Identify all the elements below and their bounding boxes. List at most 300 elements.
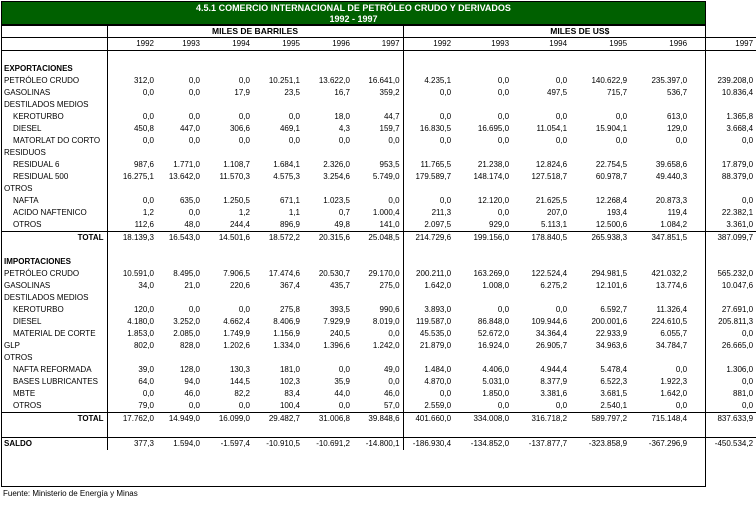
empty-cell bbox=[403, 147, 454, 159]
value-cell: 0,0 bbox=[555, 305, 568, 314]
table-row bbox=[1, 219, 756, 232]
value-cell: 715.148,4 bbox=[630, 413, 690, 426]
value-cell: 48,0 bbox=[184, 220, 200, 229]
spacer-cell bbox=[1, 51, 107, 64]
value-cell: 57,0 bbox=[353, 400, 403, 413]
empty-cell bbox=[253, 244, 303, 256]
value-cell: 46,0 bbox=[353, 388, 403, 400]
empty-cell bbox=[454, 99, 512, 111]
value-cell: 5.478,4 bbox=[600, 365, 628, 374]
table-row bbox=[1, 376, 756, 388]
empty-cell bbox=[630, 256, 690, 268]
row-label: DESTILADOS MEDIOS bbox=[1, 99, 107, 111]
year-header-barrels-1996: 1996 bbox=[303, 38, 353, 51]
row-label: MATERIAL DE CORTE bbox=[1, 328, 107, 340]
value-cell: 6.522,3 bbox=[600, 377, 628, 386]
empty-cell bbox=[157, 147, 203, 159]
year-header-usd-1997: 1997 bbox=[690, 38, 756, 51]
value-cell: 0,0 bbox=[741, 196, 754, 205]
empty-cell bbox=[630, 63, 690, 75]
row-label: OTROS bbox=[1, 183, 107, 195]
value-cell: 0,0 bbox=[555, 401, 568, 410]
value-cell: 1.108,7 bbox=[223, 160, 250, 169]
empty-cell bbox=[570, 183, 630, 195]
row-label: GLP bbox=[1, 340, 107, 352]
value-cell: 16.099,0 bbox=[203, 413, 253, 426]
value-cell: 4.870,0 bbox=[424, 377, 452, 386]
empty-cell bbox=[630, 183, 690, 195]
table-row bbox=[1, 195, 756, 207]
value-cell: 16.543,0 bbox=[157, 232, 203, 245]
value-cell: 200.001,6 bbox=[591, 317, 628, 326]
value-cell: 0,0 bbox=[741, 401, 754, 410]
data-table bbox=[1, 25, 756, 450]
value-cell: 1,2 bbox=[238, 208, 250, 217]
year-header-row bbox=[1, 38, 756, 51]
row-label: DIESEL bbox=[1, 316, 107, 328]
value-cell: 1.396,6 bbox=[323, 341, 350, 350]
row-label: RESIDUAL 500 bbox=[1, 171, 107, 183]
value-cell: 86.848,0 bbox=[477, 317, 510, 326]
empty-cell bbox=[454, 51, 512, 64]
value-cell: -134.852,0 bbox=[454, 438, 512, 451]
empty-cell bbox=[454, 147, 512, 159]
empty-cell bbox=[512, 425, 570, 438]
year-header-corner bbox=[1, 38, 107, 51]
empty-cell bbox=[353, 244, 403, 256]
year-header-barrels-1993: 1993 bbox=[157, 38, 203, 51]
value-cell: 39.658,6 bbox=[655, 160, 688, 169]
value-cell: -10.910,5 bbox=[253, 438, 303, 451]
value-cell: 144,5 bbox=[229, 377, 250, 386]
value-cell: -450.534,2 bbox=[690, 438, 756, 451]
empty-cell bbox=[690, 425, 756, 438]
value-cell: 1.684,1 bbox=[273, 160, 300, 169]
empty-cell bbox=[512, 352, 570, 364]
value-cell: 0,0 bbox=[555, 112, 568, 121]
empty-cell bbox=[353, 352, 403, 364]
value-cell: 224.610,5 bbox=[651, 317, 688, 326]
spacer-row bbox=[1, 51, 756, 64]
empty-cell bbox=[570, 244, 630, 256]
value-cell: 181,0 bbox=[279, 365, 300, 374]
empty-cell bbox=[512, 63, 570, 75]
empty-cell bbox=[690, 183, 756, 195]
empty-cell bbox=[630, 147, 690, 159]
empty-cell bbox=[690, 99, 756, 111]
value-cell: 4.235,1 bbox=[424, 76, 452, 85]
empty-cell bbox=[570, 292, 630, 304]
value-cell: 44,7 bbox=[353, 111, 403, 123]
value-cell: 1.334,0 bbox=[273, 341, 300, 350]
value-cell: 21.238,0 bbox=[477, 160, 510, 169]
value-cell: 1.771,0 bbox=[173, 160, 200, 169]
value-cell: 22.933,9 bbox=[595, 329, 628, 338]
row-label: PETRÓLEO CRUDO bbox=[1, 268, 107, 280]
empty-cell bbox=[253, 292, 303, 304]
value-cell: 0,0 bbox=[439, 112, 452, 121]
value-cell: 82,2 bbox=[234, 389, 250, 398]
empty-cell bbox=[203, 63, 253, 75]
year-header-usd-1993: 1993 bbox=[454, 38, 512, 51]
year-header-barrels-1997: 1997 bbox=[353, 38, 403, 51]
value-cell: 497,5 bbox=[547, 88, 568, 97]
empty-cell bbox=[512, 244, 570, 256]
empty-cell bbox=[353, 292, 403, 304]
value-cell: 128,0 bbox=[179, 365, 200, 374]
value-cell: 10.836,4 bbox=[721, 88, 754, 97]
source-note: Fuente: Ministerio de Energía y Minas bbox=[3, 489, 138, 498]
value-cell: 1.642,0 bbox=[424, 281, 452, 290]
value-cell: 401.660,0 bbox=[403, 413, 454, 426]
value-cell: 6.275,2 bbox=[540, 281, 568, 290]
empty-cell bbox=[157, 244, 203, 256]
empty-cell bbox=[107, 63, 157, 75]
value-cell: 60.978,7 bbox=[595, 172, 628, 181]
value-cell: 275,8 bbox=[279, 305, 300, 314]
value-cell: 5.749,0 bbox=[353, 171, 403, 183]
empty-cell bbox=[403, 183, 454, 195]
value-cell: 199.156,0 bbox=[454, 232, 512, 245]
row-label: GASOLINAS bbox=[1, 87, 107, 99]
value-cell: 316.718,2 bbox=[512, 413, 570, 426]
value-cell: 119,4 bbox=[667, 208, 688, 217]
row-label: RESIDUAL 6 bbox=[1, 159, 107, 171]
value-cell: 2.085,0 bbox=[173, 329, 200, 338]
value-cell: 220,6 bbox=[229, 281, 250, 290]
table-row bbox=[1, 256, 756, 268]
table-row bbox=[1, 413, 756, 426]
value-cell: 200.211,0 bbox=[416, 269, 452, 278]
empty-cell bbox=[512, 51, 570, 64]
row-label: TOTAL bbox=[1, 232, 107, 245]
row-label: DIESEL bbox=[1, 123, 107, 135]
value-cell: 159,7 bbox=[353, 123, 403, 135]
value-cell: 0,0 bbox=[338, 401, 350, 410]
value-cell: 0,0 bbox=[142, 112, 154, 121]
empty-cell bbox=[690, 292, 756, 304]
empty-cell bbox=[690, 63, 756, 75]
table-row bbox=[1, 316, 756, 328]
empty-cell bbox=[512, 183, 570, 195]
value-cell: 1.242,0 bbox=[353, 340, 403, 352]
row-label: EXPORTACIONES bbox=[1, 63, 107, 75]
empty-cell bbox=[253, 51, 303, 64]
empty-cell bbox=[203, 292, 253, 304]
table-row bbox=[1, 171, 756, 183]
empty-cell bbox=[690, 352, 756, 364]
value-cell: 34.364,4 bbox=[535, 329, 568, 338]
value-cell: 0,0 bbox=[238, 401, 250, 410]
value-cell: 16,7 bbox=[334, 88, 350, 97]
empty-cell bbox=[570, 147, 630, 159]
value-cell: 1.484,0 bbox=[424, 365, 452, 374]
value-cell: 1.922,3 bbox=[660, 377, 688, 386]
value-cell: 8.019,0 bbox=[353, 316, 403, 328]
empty-cell bbox=[353, 183, 403, 195]
table-row bbox=[1, 352, 756, 364]
value-cell: 0,0 bbox=[497, 88, 510, 97]
group-header-usd: MILES DE US$ bbox=[403, 25, 756, 38]
empty-cell bbox=[203, 256, 253, 268]
value-cell: 377,3 bbox=[107, 438, 157, 451]
empty-cell bbox=[157, 51, 203, 64]
value-cell: 179.589,7 bbox=[415, 172, 452, 181]
value-cell: 0,0 bbox=[439, 196, 452, 205]
table-row bbox=[1, 99, 756, 111]
value-cell: 18.139,3 bbox=[107, 232, 157, 245]
value-cell: 0,0 bbox=[338, 136, 350, 145]
value-cell: 3.254,6 bbox=[323, 172, 350, 181]
value-cell: 13.774,6 bbox=[655, 281, 688, 290]
value-cell: 39,0 bbox=[138, 365, 154, 374]
value-cell: 10.591,0 bbox=[122, 269, 154, 278]
empty-cell bbox=[454, 352, 512, 364]
row-label: RESIDUOS bbox=[1, 147, 107, 159]
empty-cell bbox=[303, 63, 353, 75]
empty-cell bbox=[107, 99, 157, 111]
value-cell: 828,0 bbox=[179, 341, 200, 350]
value-cell: 46,0 bbox=[184, 389, 200, 398]
group-header-barrels: MILES DE BARRILES bbox=[107, 25, 403, 38]
table-row bbox=[1, 438, 756, 451]
empty-cell bbox=[353, 51, 403, 64]
value-cell: 1.749,9 bbox=[223, 329, 250, 338]
value-cell: 49.440,3 bbox=[655, 172, 688, 181]
empty-cell bbox=[253, 99, 303, 111]
value-cell: 0,0 bbox=[353, 376, 403, 388]
value-cell: 2.540,1 bbox=[600, 401, 628, 410]
value-cell: 0,0 bbox=[238, 76, 250, 85]
empty-cell bbox=[303, 147, 353, 159]
value-cell: 0,0 bbox=[288, 136, 300, 145]
value-cell: 953,5 bbox=[353, 159, 403, 171]
value-cell: 8.495,0 bbox=[173, 269, 200, 278]
value-cell: 0,0 bbox=[675, 365, 688, 374]
empty-cell bbox=[570, 63, 630, 75]
value-cell: 34,0 bbox=[138, 281, 154, 290]
empty-cell bbox=[157, 99, 203, 111]
value-cell: 20.873,3 bbox=[655, 196, 688, 205]
value-cell: 21,0 bbox=[184, 281, 200, 290]
empty-cell bbox=[454, 292, 512, 304]
value-cell: 4,3 bbox=[338, 124, 350, 133]
empty-cell bbox=[253, 147, 303, 159]
value-cell: 112,6 bbox=[134, 220, 154, 229]
value-cell: 0,0 bbox=[439, 136, 452, 145]
value-cell: 4.944,4 bbox=[540, 365, 568, 374]
value-cell: 193,4 bbox=[607, 208, 628, 217]
value-cell: 0,0 bbox=[497, 305, 510, 314]
spacer-cell bbox=[1, 425, 107, 438]
empty-cell bbox=[107, 51, 157, 64]
value-cell: 39.848,6 bbox=[353, 413, 403, 426]
value-cell: 109.944,6 bbox=[531, 317, 568, 326]
empty-cell bbox=[403, 99, 454, 111]
empty-cell bbox=[157, 292, 203, 304]
year-header-barrels-1995: 1995 bbox=[253, 38, 303, 51]
value-cell: 613,0 bbox=[667, 112, 688, 121]
value-cell: 0,0 bbox=[741, 136, 754, 145]
empty-cell bbox=[570, 51, 630, 64]
value-cell: 0,0 bbox=[188, 136, 200, 145]
value-cell: 20.530,7 bbox=[318, 269, 350, 278]
empty-cell bbox=[570, 256, 630, 268]
table-row bbox=[1, 63, 756, 75]
value-cell: 0,0 bbox=[188, 76, 200, 85]
value-cell: 23,5 bbox=[284, 88, 300, 97]
value-cell: -14.800,1 bbox=[353, 438, 403, 451]
row-label: IMPORTACIONES bbox=[1, 256, 107, 268]
value-cell: 1,2 bbox=[142, 208, 154, 217]
empty-cell bbox=[512, 256, 570, 268]
value-cell: 3.893,0 bbox=[424, 305, 452, 314]
value-cell: 1.306,0 bbox=[726, 365, 754, 374]
row-label: ACIDO NAFTENICO bbox=[1, 207, 107, 219]
value-cell: 3.668,4 bbox=[726, 124, 754, 133]
row-label: NAFTA bbox=[1, 195, 107, 207]
empty-cell bbox=[303, 352, 353, 364]
value-cell: 140.622,9 bbox=[591, 76, 628, 85]
value-cell: 13.622,0 bbox=[318, 76, 350, 85]
value-cell: 14.501,6 bbox=[203, 232, 253, 245]
value-cell: 387.099,7 bbox=[690, 232, 756, 245]
value-cell: 163.269,0 bbox=[473, 269, 510, 278]
value-cell: 294.981,5 bbox=[591, 269, 628, 278]
table-row bbox=[1, 340, 756, 352]
value-cell: 100,4 bbox=[279, 401, 300, 410]
value-cell: 26.665,0 bbox=[721, 341, 754, 350]
table-row bbox=[1, 207, 756, 219]
table-row bbox=[1, 87, 756, 99]
empty-cell bbox=[107, 147, 157, 159]
value-cell: 0,0 bbox=[188, 305, 200, 314]
table-row bbox=[1, 159, 756, 171]
value-cell: 10.251,1 bbox=[268, 76, 300, 85]
empty-cell bbox=[253, 183, 303, 195]
value-cell: 12.120,0 bbox=[477, 196, 510, 205]
value-cell: 214.729,6 bbox=[403, 232, 454, 245]
empty-cell bbox=[403, 256, 454, 268]
value-cell: 12.500,6 bbox=[595, 220, 628, 229]
empty-cell bbox=[253, 425, 303, 438]
value-cell: -10.691,2 bbox=[303, 438, 353, 451]
value-cell: 1.156,9 bbox=[273, 329, 300, 338]
value-cell: 0,0 bbox=[615, 112, 628, 121]
value-cell: 0,0 bbox=[238, 136, 250, 145]
value-cell: 21.625,5 bbox=[535, 196, 568, 205]
value-cell: 17.474,6 bbox=[268, 269, 300, 278]
row-label: OTROS bbox=[1, 352, 107, 364]
value-cell: 49,8 bbox=[334, 220, 350, 229]
empty-cell bbox=[203, 425, 253, 438]
row-label: GASOLINAS bbox=[1, 280, 107, 292]
value-cell: 929,0 bbox=[489, 220, 510, 229]
empty-cell bbox=[690, 244, 756, 256]
empty-cell bbox=[353, 256, 403, 268]
value-cell: 0,0 bbox=[142, 389, 154, 398]
year-header-usd-1992: 1992 bbox=[403, 38, 454, 51]
value-cell: 1.000,4 bbox=[353, 207, 403, 219]
value-cell: 94,0 bbox=[184, 377, 200, 386]
value-cell: 79,0 bbox=[138, 401, 154, 410]
row-label: MATORLAT DO CORTO bbox=[1, 135, 107, 147]
empty-cell bbox=[107, 183, 157, 195]
empty-cell bbox=[157, 256, 203, 268]
value-cell: 27.691,0 bbox=[721, 305, 754, 314]
empty-cell bbox=[303, 244, 353, 256]
value-cell: 393,5 bbox=[329, 305, 350, 314]
row-label: MBTE bbox=[1, 388, 107, 400]
empty-cell bbox=[403, 63, 454, 75]
value-cell: 1.084,2 bbox=[660, 220, 688, 229]
table-row bbox=[1, 400, 756, 413]
value-cell: 275,0 bbox=[353, 280, 403, 292]
value-cell: 0,0 bbox=[741, 329, 754, 338]
empty-cell bbox=[107, 425, 157, 438]
value-cell: 18,0 bbox=[334, 112, 350, 121]
value-cell: 3.252,0 bbox=[173, 317, 200, 326]
empty-cell bbox=[630, 352, 690, 364]
value-cell: 359,2 bbox=[353, 87, 403, 99]
table-row bbox=[1, 135, 756, 147]
value-cell: 0,0 bbox=[238, 305, 250, 314]
value-cell: 837.633,9 bbox=[690, 413, 756, 426]
empty-cell bbox=[107, 352, 157, 364]
row-label: OTROS bbox=[1, 400, 107, 413]
value-cell: 34.963,6 bbox=[595, 341, 628, 350]
value-cell: 0,0 bbox=[675, 136, 688, 145]
empty-cell bbox=[107, 292, 157, 304]
empty-cell bbox=[512, 99, 570, 111]
value-cell: 367,4 bbox=[279, 281, 300, 290]
table-row bbox=[1, 388, 756, 400]
table-row bbox=[1, 183, 756, 195]
value-cell: 1.642,0 bbox=[660, 389, 688, 398]
value-cell: 0,0 bbox=[497, 76, 510, 85]
empty-cell bbox=[403, 425, 454, 438]
value-cell: 12.101,6 bbox=[595, 281, 628, 290]
value-cell: 35,9 bbox=[334, 377, 350, 386]
value-cell: 10.047,6 bbox=[721, 281, 754, 290]
empty-cell bbox=[303, 183, 353, 195]
table-row bbox=[1, 147, 756, 159]
value-cell: 17,9 bbox=[234, 88, 250, 97]
empty-cell bbox=[353, 63, 403, 75]
value-cell: 0,0 bbox=[615, 136, 628, 145]
value-cell: 3.361,0 bbox=[726, 220, 754, 229]
value-cell: 0,0 bbox=[439, 88, 452, 97]
value-cell: 0,0 bbox=[188, 401, 200, 410]
empty-cell bbox=[454, 244, 512, 256]
value-cell: 7.906,5 bbox=[223, 269, 250, 278]
value-cell: 29.482,7 bbox=[253, 413, 303, 426]
value-cell: 0,0 bbox=[555, 76, 568, 85]
value-cell: 119.587,0 bbox=[416, 317, 452, 326]
value-cell: 447,0 bbox=[179, 124, 200, 133]
empty-cell bbox=[303, 292, 353, 304]
table-row bbox=[1, 328, 756, 340]
empty-cell bbox=[353, 425, 403, 438]
value-cell: 11.054,1 bbox=[536, 124, 568, 133]
value-cell: 0,0 bbox=[142, 88, 154, 97]
value-cell: 881,0 bbox=[733, 389, 754, 398]
year-header-usd-1995: 1995 bbox=[570, 38, 630, 51]
value-cell: 565.232,0 bbox=[717, 269, 754, 278]
value-cell: 312,0 bbox=[133, 76, 154, 85]
value-cell: 6.592,7 bbox=[600, 305, 628, 314]
value-cell: 0,0 bbox=[741, 377, 754, 386]
